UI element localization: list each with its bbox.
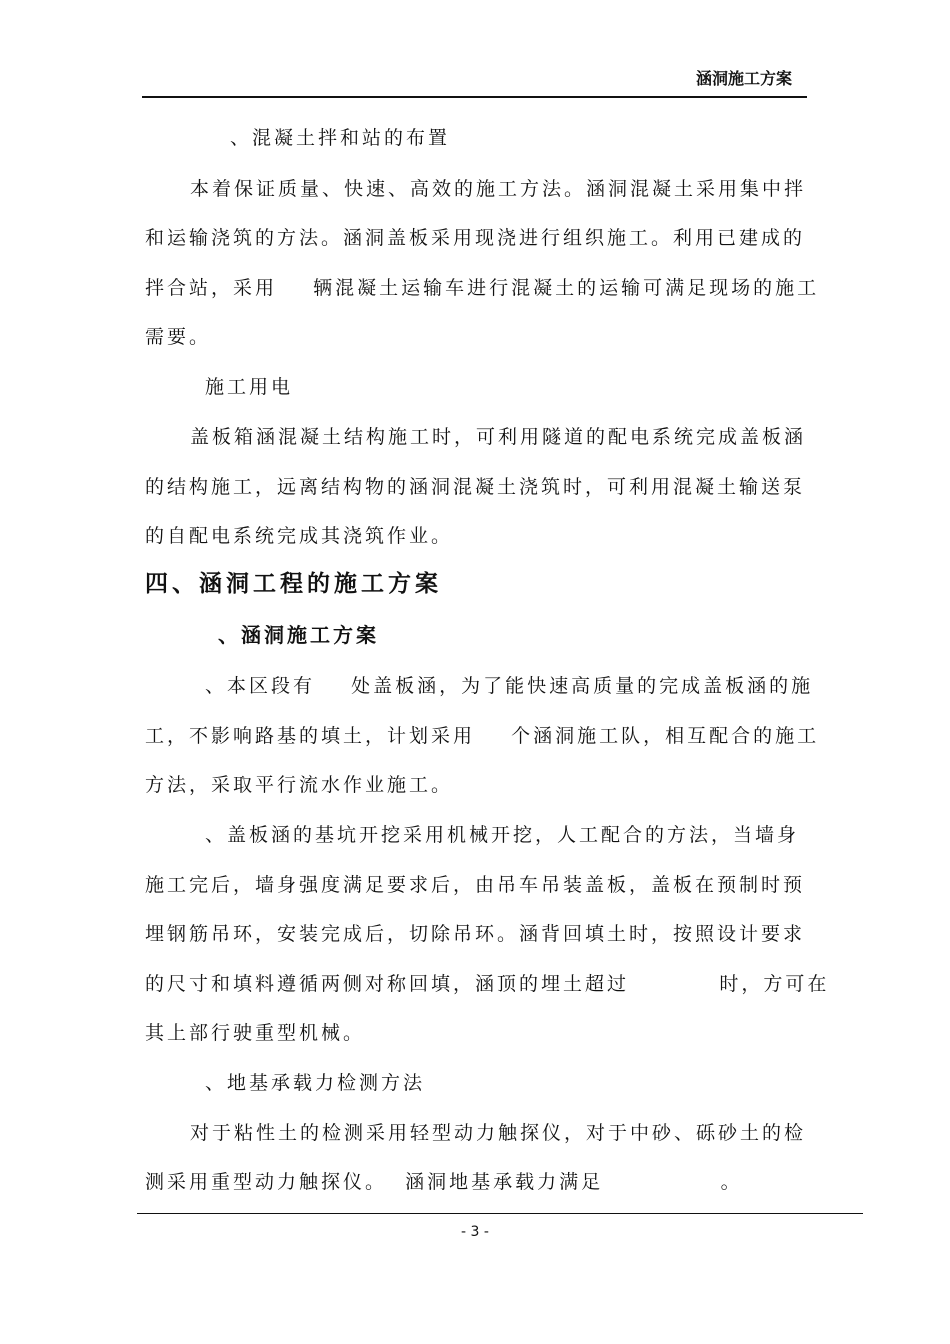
paragraph-line: 盖板箱涵混凝土结构施工时，可利用隧道的配电系统完成盖板涵 (190, 426, 807, 448)
section-heading-bearing-capacity: 、地基承载力检测方法 (205, 1072, 426, 1094)
chapter-heading: 四、涵洞工程的施工方案 (145, 571, 442, 597)
sub-heading: 、涵洞施工方案 (218, 623, 379, 647)
paragraph-line: 的尺寸和填料遵循两侧对称回填，涵顶的埋土超过 时，方可在 (145, 973, 830, 995)
paragraph-line: 埋钢筋吊环，安装完成后，切除吊环。涵背回填土时，按照设计要求 (145, 923, 806, 945)
paragraph-line: 工，不影响路基的填土，计划采用 个涵洞施工队，相互配合的施工 (145, 725, 820, 747)
paragraph-line: 、本区段有 处盖板涵，为了能快速高质量的完成盖板涵的施 (205, 675, 814, 697)
paragraph-line: 本着保证质量、快速、高效的施工方法。涵洞混凝土采用集中拌 (190, 178, 807, 200)
header-rule (142, 96, 807, 98)
paragraph-line: 和运输浇筑的方法。涵洞盖板采用现浇进行组织施工。利用已建成的 (145, 227, 806, 249)
paragraph-line: 的结构施工，远离结构物的涵洞混凝土浇筑时，可利用混凝土输送泵 (145, 476, 806, 498)
paragraph-line: 、盖板涵的基坑开挖采用机械开挖，人工配合的方法，当墙身 (205, 824, 800, 846)
page-number: - 3 - (461, 1224, 489, 1240)
paragraph-line: 对于粘性土的检测采用轻型动力触探仪，对于中砂、砾砂土的检 (190, 1122, 807, 1144)
section-heading-mixing-station: 、混凝土拌和站的布置 (230, 127, 451, 149)
paragraph-line: 的自配电系统完成其浇筑作业。 (145, 525, 454, 547)
paragraph-line: 测采用重型动力触探仪。 涵洞地基承载力满足 。 (145, 1171, 743, 1193)
paragraph-line: 施工完后，墙身强度满足要求后，由吊车吊装盖板，盖板在预制时预 (145, 874, 806, 896)
paragraph-line: 需要。 (145, 326, 212, 348)
paragraph-line: 其上部行驶重型机械。 (145, 1022, 366, 1044)
header-title: 涵洞施工方案 (695, 69, 792, 88)
paragraph-line: 拌合站，采用 辆混凝土运输车进行混凝土的运输可满足现场的施工 (145, 277, 820, 299)
footer-rule (137, 1213, 863, 1214)
paragraph-line: 方法，采取平行流水作业施工。 (145, 774, 454, 796)
section-heading-power: 施工用电 (205, 376, 294, 398)
